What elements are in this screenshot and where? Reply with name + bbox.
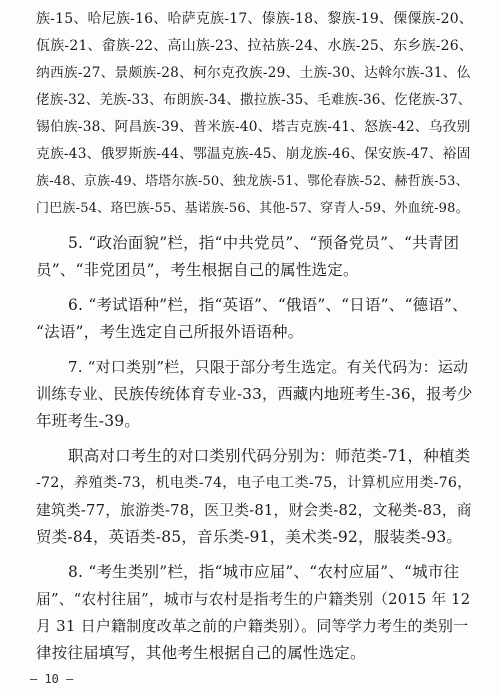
ethnic-code-list xyxy=(36,6,472,222)
text-line: 8. “考生类别”栏，指“城市应届”、“农村应届”、“城市往 xyxy=(68,563,460,581)
text-line: 员”、“非党团员”，考生根据自己的属性选定。 xyxy=(36,261,359,279)
text-line: 年班考生-39。 xyxy=(36,412,141,430)
text-line: 门巴族-54、珞巴族-55、基诺族-56、其他-57、穿青人-59、外血统-98。 xyxy=(36,201,469,216)
text-line: 律按往届填写，其他考生根据自己的属性选定。 xyxy=(36,644,366,662)
text-line: -72，养殖类-73，机电类-74，电子电工类-75，计算机应用类-76， xyxy=(36,475,472,491)
text-line: 5. “政治面貌”栏，指“中共党员”、“预备党员”、“共青团 xyxy=(68,234,460,252)
item-counterpart-category xyxy=(36,354,472,435)
item-exam-language xyxy=(36,292,472,346)
text-line: 佤族-21、畲族-22、高山族-23、拉祜族-24、水族-25、东乡族-26、 xyxy=(36,38,474,54)
text-line: 月 31 日户籍制度改革之前的户籍类别）。同等学力考生的类别一 xyxy=(36,617,469,635)
text-line: 纳西族-27、景颇族-28、柯尔克孜族-29、土族-30、达斡尔族-31、仫 xyxy=(36,65,471,81)
text-line: 训练专业、民族传统体育专业-33，西藏内地班考生-36，报考少 xyxy=(36,385,473,403)
document-body xyxy=(36,6,472,667)
text-line: 族-15、哈尼族-16、哈萨克族-17、傣族-18、黎族-19、傈僳族-20、 xyxy=(36,11,474,27)
text-line: 职高对口考生的对口类别代码分别为：师范类-71，种植类 xyxy=(68,447,471,465)
item-political-status xyxy=(36,230,472,284)
text-line: 建筑类-77，旅游类-78，医卫类-81，财会类-82，文秘类-83，商 xyxy=(36,502,472,519)
text-line: 6. “考试语种”栏，指“英语”、“俄语”、“日语”、“德语”、 xyxy=(68,296,468,314)
text-line: 克族-43、俄罗斯族-44、鄂温克族-45、崩龙族-46、保安族-47、裕固 xyxy=(36,146,471,162)
text-line: “法语”，考生选定自己所报外语语种。 xyxy=(36,323,304,341)
text-line: 佬族-32、羌族-33、布朗族-34、撒拉族-35、毛难族-36、仡佬族-37、 xyxy=(36,92,472,108)
item-candidate-category xyxy=(36,559,472,667)
text-line: 族-48、京族-49、塔塔尔族-50、独龙族-51、鄂伦春族-52、赫哲族-53、 xyxy=(36,174,469,189)
page-number: — 10 — xyxy=(30,672,74,686)
text-line: 7. “对口类别”栏，只限于部分考生选定。有关代码为：运动 xyxy=(68,358,469,376)
text-line: 届”、“农村往届”，城市与农村是指考生的户籍类别（2015 年 12 xyxy=(36,591,471,608)
text-line: 锡伯族-38、阿昌族-39、普米族-40、塔吉克族-41、怒族-42、乌孜别 xyxy=(36,119,471,135)
text-line: 贸类-84，英语类-85，音乐类-91，美术类-92，服装类-93。 xyxy=(36,528,463,546)
vocational-category-codes xyxy=(36,443,472,551)
